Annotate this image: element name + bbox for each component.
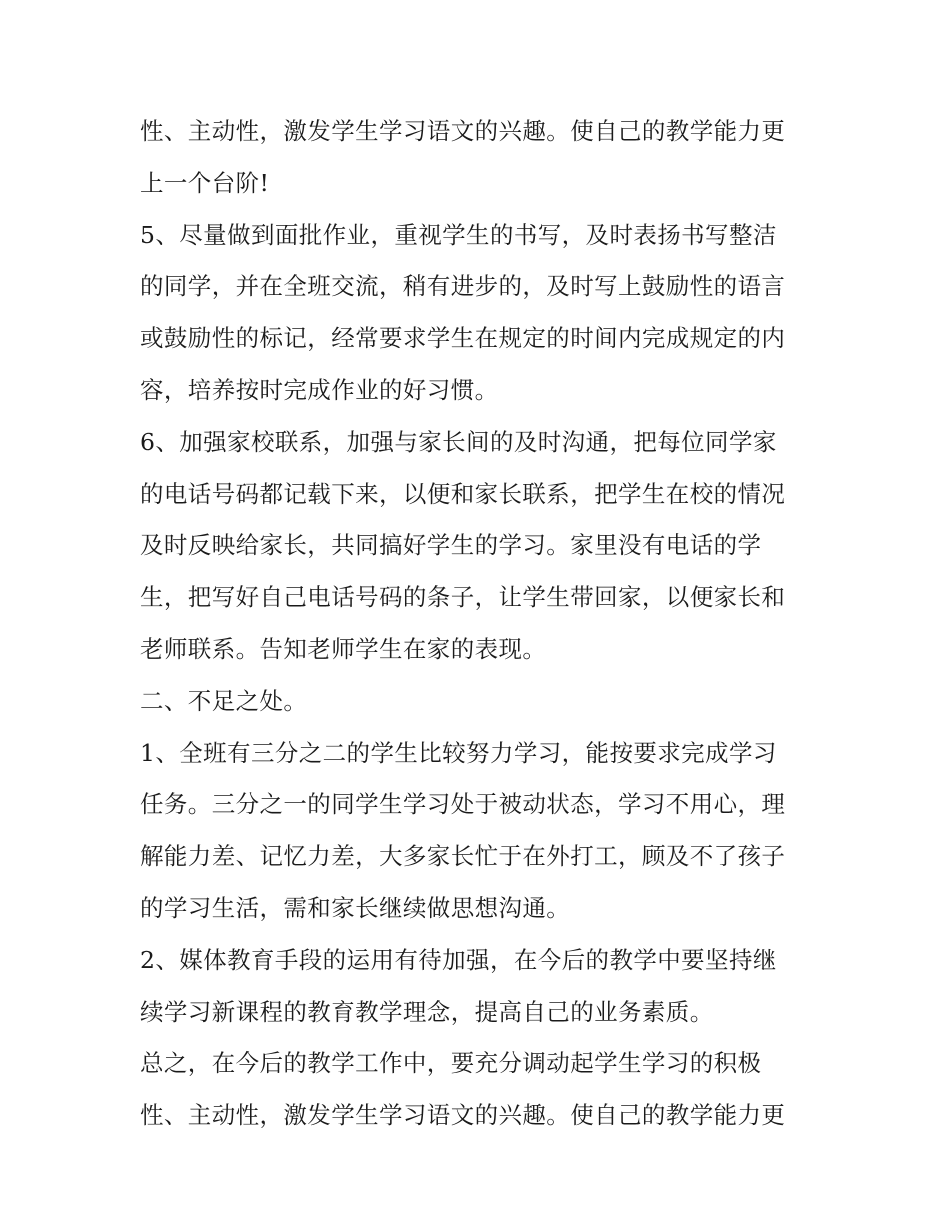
text-line: 续学习新课程的教育教学理念，提高自己的业务素质。 <box>140 997 714 1026</box>
text-line: 或鼓励性的标记，经常要求学生在规定的时间内完成规定的内 <box>140 324 786 353</box>
text-line: 容，培养按时完成作业的好习惯。 <box>140 375 499 404</box>
text-line: 性、主动性，激发学生学习语文的兴趣。使自己的教学能力更 <box>140 117 786 145</box>
text-line: 的学习生活，需和家长继续做思想沟通。 <box>140 893 571 922</box>
text-line: 总之，在今后的教学工作中，要充分调动起学生学习的积极 <box>140 1049 762 1078</box>
text-line: 性、主动性，激发学生学习语文的兴趣。使自己的教学能力更 <box>140 1101 786 1130</box>
text-line: 的同学，并在全班交流，稍有进步的，及时写上鼓励性的语言 <box>140 272 786 301</box>
text-line: 生，把写好自己电话号码的条子，让学生带回家，以便家长和 <box>140 583 786 612</box>
section-heading: 二、不足之处。 <box>140 686 308 715</box>
text-line: 2、媒体教育手段的运用有待加强，在今后的教学中要坚持继 <box>140 945 777 974</box>
text-line: 的电话号码都记载下来，以便和家长联系，把学生在校的情况 <box>140 479 786 508</box>
text-line: 1、全班有三分之二的学生比较努力学习，能按要求完成学习 <box>140 738 777 767</box>
text-line: 6、加强家校联系，加强与家长间的及时沟通，把每位同学家 <box>140 427 777 456</box>
text-line: 老师联系。告知老师学生在家的表现。 <box>140 634 547 663</box>
document-body <box>140 106 820 1142</box>
text-line: 及时反映给家长，共同搞好学生的学习。家里没有电话的学 <box>140 531 762 560</box>
text-line: 上一个台阶! <box>140 168 270 197</box>
text-line: 5、尽量做到面批作业，重视学生的书写，及时表扬书写整洁 <box>140 220 777 249</box>
text-line: 解能力差、记忆力差，大多家长忙于在外打工，顾及不了孩子 <box>140 842 786 871</box>
text-line: 任务。三分之一的同学生学习处于被动状态，学习不用心，理 <box>140 790 786 819</box>
